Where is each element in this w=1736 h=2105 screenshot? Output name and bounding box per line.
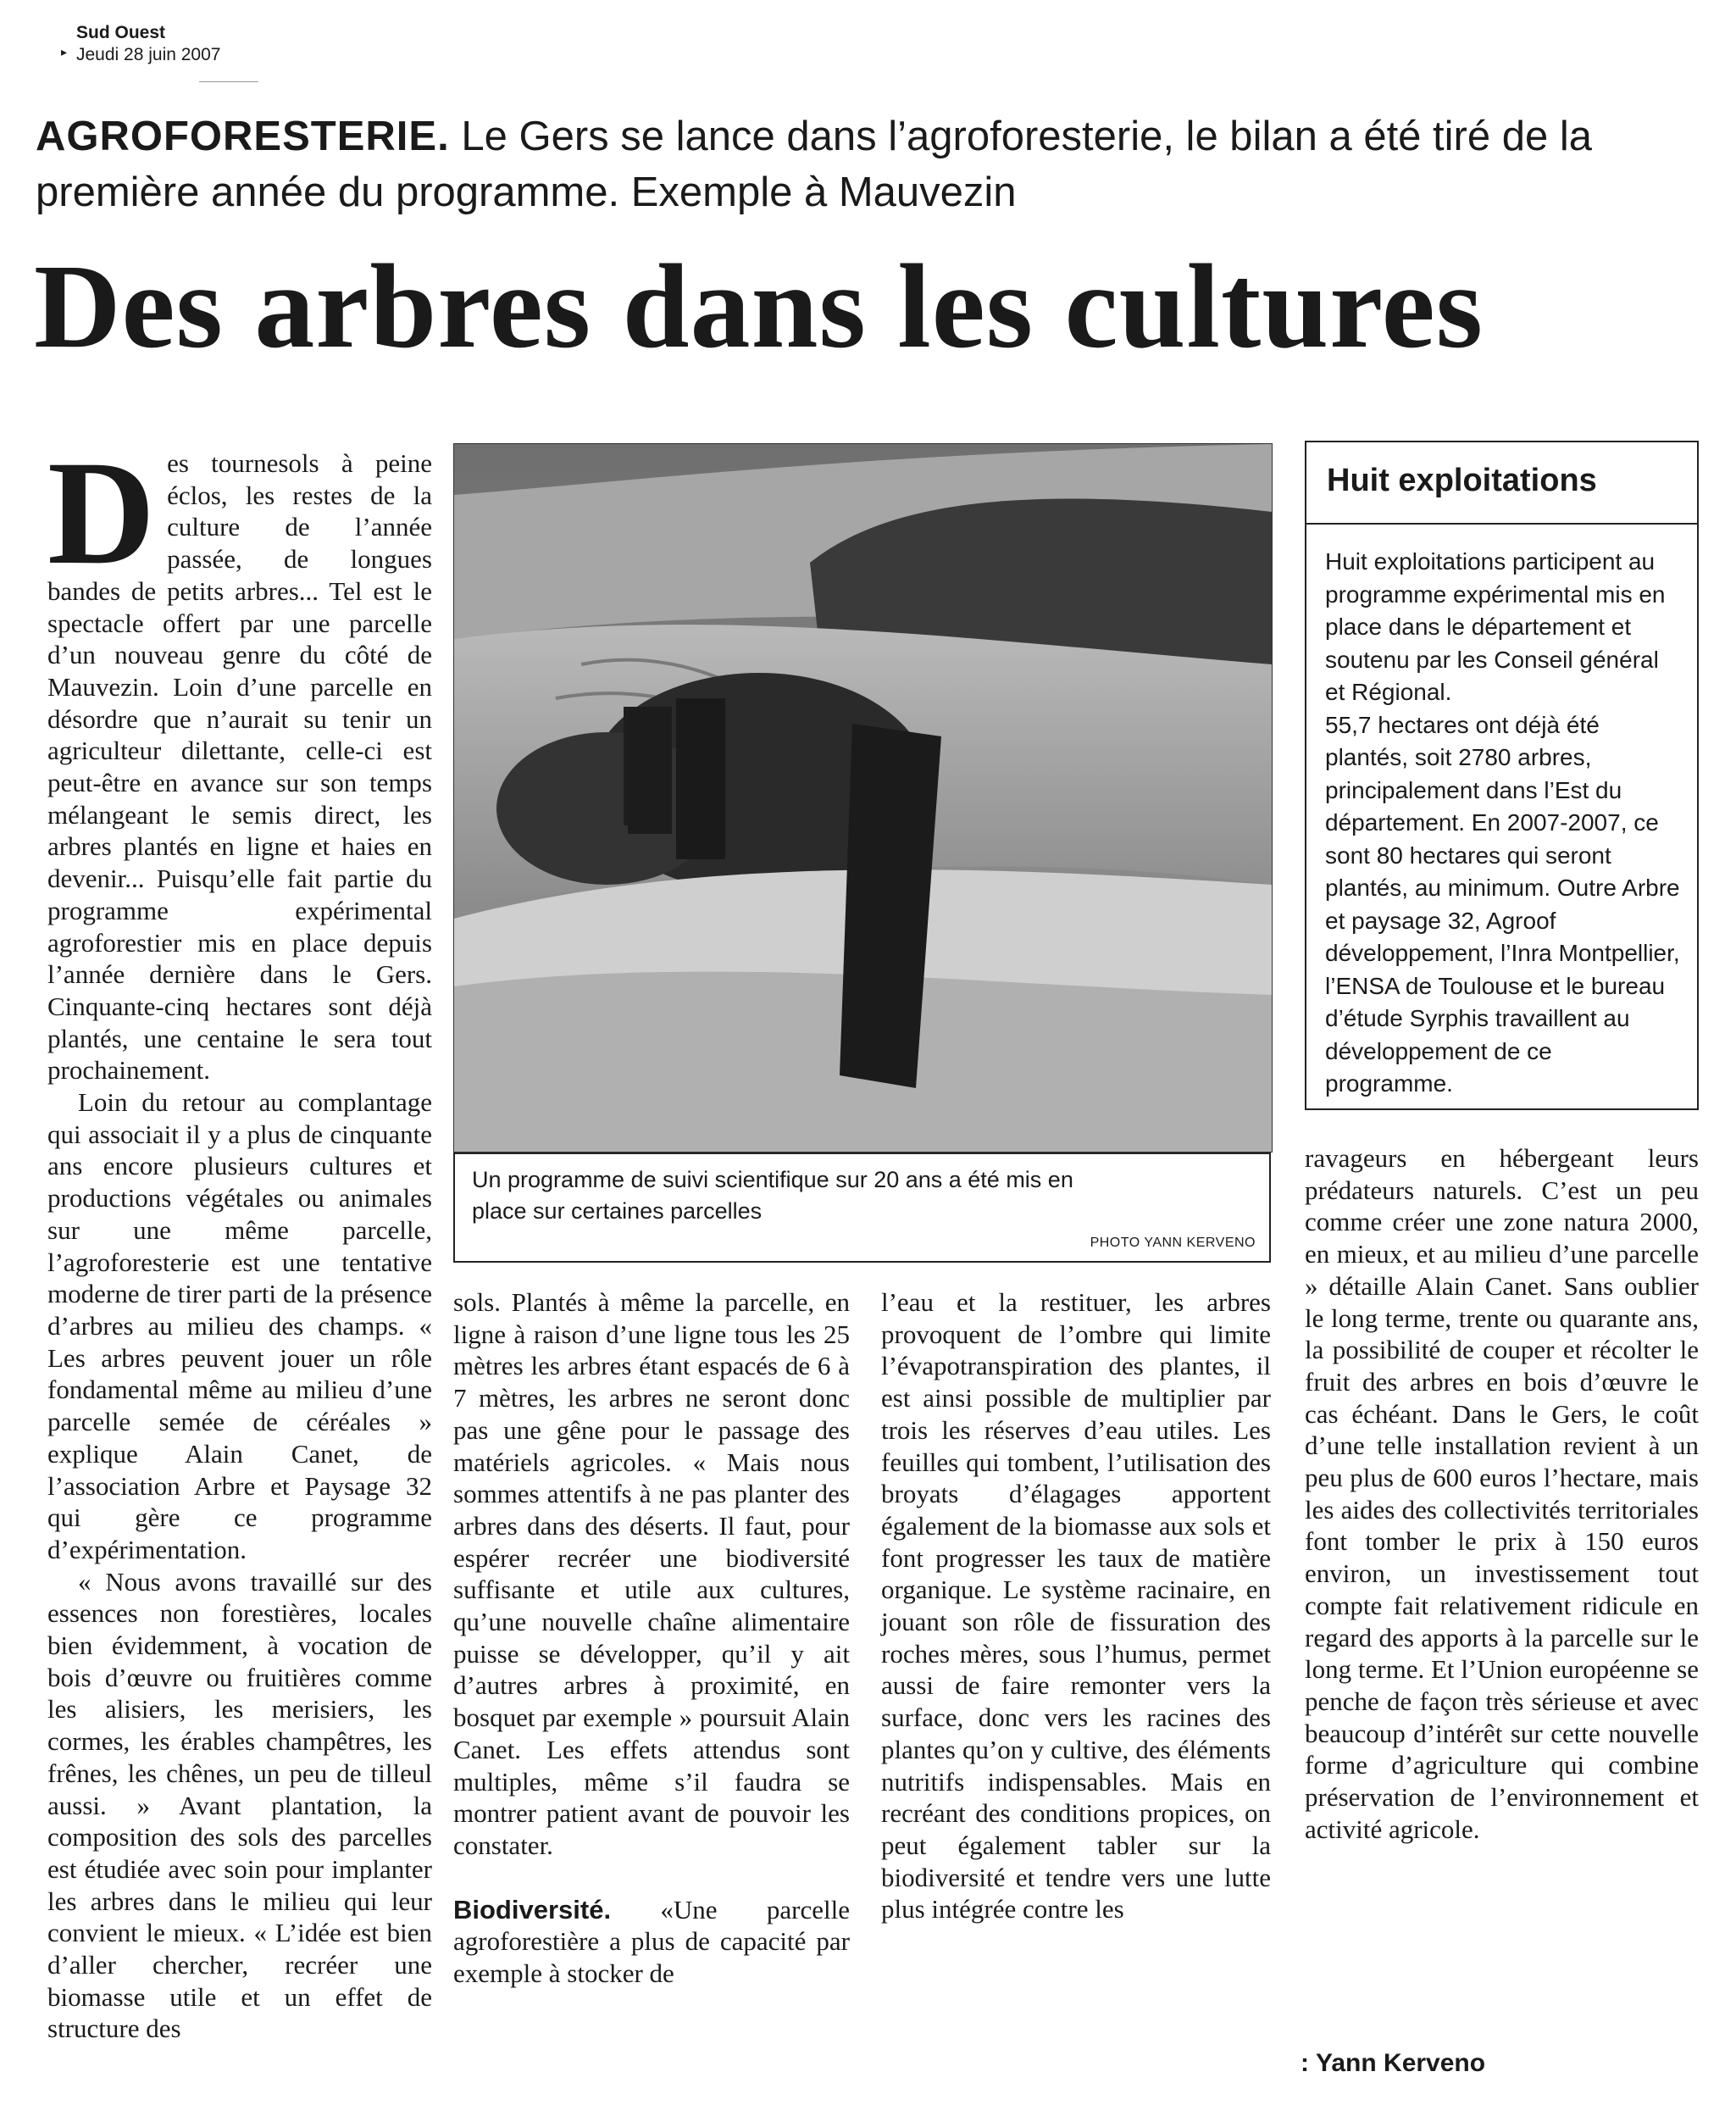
article-column-1 — [47, 430, 432, 2045]
masthead — [61, 22, 221, 66]
subhead-paragraph — [453, 1894, 850, 1990]
subhead-text: «Une parcelle agroforestière a plus de capacité par exemple à stocker de — [453, 1894, 850, 1989]
photo-credit: PHOTO YANN KERVENO — [1090, 1236, 1256, 1250]
kicker — [36, 108, 1696, 220]
kicker-keyword: AGROFORESTERIE. — [36, 114, 450, 159]
kicker-text: Le Gers se lance dans l’agroforesterie, le bilan a été tiré de la première année du programme. Exemple à Mauvezin — [36, 114, 1592, 215]
article-column-4 — [1305, 1142, 1699, 1845]
masthead-arrow-icon: ▸ — [61, 45, 68, 58]
byline-prefix: : — [1301, 2049, 1309, 2077]
photo-caption: Un programme de suivi scientifique sur 20 ans a été mis en place sur certaines parcelles — [472, 1167, 1073, 1224]
sidebar-paragraph: 55,7 hectares ont déjà été plantés, soit 2780 arbres, principalement dans l’Est du département. En 2007-2007, ce sont 80 hectares qui seront plantés, au minimum. Outre Arbre et paysage 32, Agroof développement, l’Inra Montpellier, l’ENSA de Toulouse et le bureau d’étude Syrphis travaillent au développement de ce programme. — [1325, 711, 1680, 1097]
sidebar-box — [1305, 441, 1699, 1110]
paragraph: Loin du retour au complantage qui associait il y a plus de cinquante ans encore plusieurs cultures et productions végétales ou animales sur une même parcelle, l’agroforesterie est une tentative moderne de tirer parti de la présence d’arbres au milieu des champs. « Les arbres peuvent jouer un rôle fondamental même au milieu d’une parcelle semée de céréales » explique Alain Canet, de l’association Arbre et Paysage 32 qui gère ce programme d’expérimentation. — [47, 1087, 432, 1564]
byline-author: Yann Kerveno — [1316, 2049, 1486, 2077]
dropcap: D — [47, 430, 156, 596]
byline — [1301, 2049, 1485, 2078]
sidebar-title: Huit exploitations — [1327, 463, 1597, 498]
sidebar-paragraph: Huit exploitations participent au programme expérimental mis en place dans le département et soutenu par les Conseil général et Régional. — [1325, 548, 1666, 705]
photo-caption-box — [453, 1152, 1271, 1263]
article-column-2 — [453, 1286, 850, 1990]
subhead: Biodiversité. — [453, 1894, 612, 1924]
sidebar-divider — [1306, 523, 1697, 525]
article-photo — [453, 443, 1273, 1152]
paragraph: « Nous avons travaillé sur des essences non forestières, locales bien évidemment, à vocation de bois d’œuvre ou fruitières comme les alisiers, les merisiers, les cormes, les érables champêtres, les frênes, les chênes, un peu de tilleul aussi. » Avant plantation, la composition des sols des parcelles est étudiée avec soin pour implanter les arbres dans le milieu qui leur convient le mieux. « L’idée est bien d’aller chercher, recréer une biomasse utile et un effet de structure des — [47, 1566, 432, 2044]
sidebar-body — [1325, 546, 1681, 1101]
paragraph: ravageurs en hébergeant leurs prédateurs naturels. C’est un peu comme créer une zone natura 2000, en mieux, et au milieu d’une parcelle » détaille Alain Canet. Sans oublier le long terme, trente ou quarante ans, la possibilité de couper et récolter le fruit des arbres en bois d’œuvre le cas échéant. Dans le Gers, le coût d’une telle installation revient à un peu plus de 600 euros l’hectare, mais les aides des collectivités territoriales font tomber le prix à 150 euros environ, un investissement tout compte fait relativement ridicule en regard des apports à la parcelle sur le long terme. Et l’Union européenne se penche de façon très sérieuse et avec beaucoup d’intérêt sur cette nouvelle forme d’agriculture qui combine préservation de l’environnement et activité agricole. — [1305, 1143, 1699, 1844]
paragraph: sols. Plantés à même la parcelle, en ligne à raison d’une ligne tous les 25 mètres les arbres étant espacés de 6 à 7 mètres, les arbres ne seront donc pas une gêne pour le passage des matériels agricoles. « Mais nous sommes attentifs à ne pas planter des arbres dans des déserts. Il faut, pour espérer recréer une biodiversité suffisante et utile aux cultures, qu’une nouvelle chaîne alimentaire puisse se développer, qu’il y ait d’autres arbres à proximité, en bosquet par exemple » poursuit Alain Canet. Les effets attendus sont multiples, même s’il faudra se montrer patient avant de pouvoir les constater. — [453, 1287, 850, 1860]
article-column-3 — [881, 1286, 1271, 1925]
paragraph: es tournesols à peine éclos, les restes de la culture de l’année passée, de longues bandes de petits arbres... Tel est le spectacle offert par une parcelle d’un nouveau genre du côté de Mauvezin. Loin d’une parcelle en désordre que n’aurait su tenir un agriculteur dilettante, celle-ci est peut-être en avance sur son temps mélangeant le semis direct, les arbres plantés en ligne et haies en devenir... Puisqu’elle fait partie du programme expérimental agroforestier mis en place depuis l’année dernière dans le Gers. Cinquante-cinq hectares sont déjà plantés, une centaine le sera tout prochainement. — [47, 448, 432, 1086]
masthead-divider — [199, 81, 258, 82]
headline: Des arbres dans les cultures — [34, 239, 1484, 373]
photo-field-with-tree-guards — [454, 444, 1272, 1152]
publication-name: Sud Ouest — [76, 23, 166, 42]
publication-date: Jeudi 28 juin 2007 — [76, 45, 221, 64]
paragraph: l’eau et la restituer, les arbres provoquent de l’ombre qui limite l’évapotranspiration des plantes, il est ainsi possible de multiplier par trois les réserves d’eau utiles. Les feuilles qui tombent, l’utilisation des broyats d’élagages apportent également de la biomasse aux sols et font progresser les taux de matière organique. Le système racinaire, en jouant son rôle de fissuration des roches mères, sous l’humus, permet aussi de faire remonter vers la surface, donc vers les racines des plantes qu’on y cultive, des éléments nutritifs indispensables. Mais en recréant des conditions propices, on peut également tabler sur la biodiversité et tendre vers une lutte plus intégrée contre les — [881, 1287, 1271, 1924]
